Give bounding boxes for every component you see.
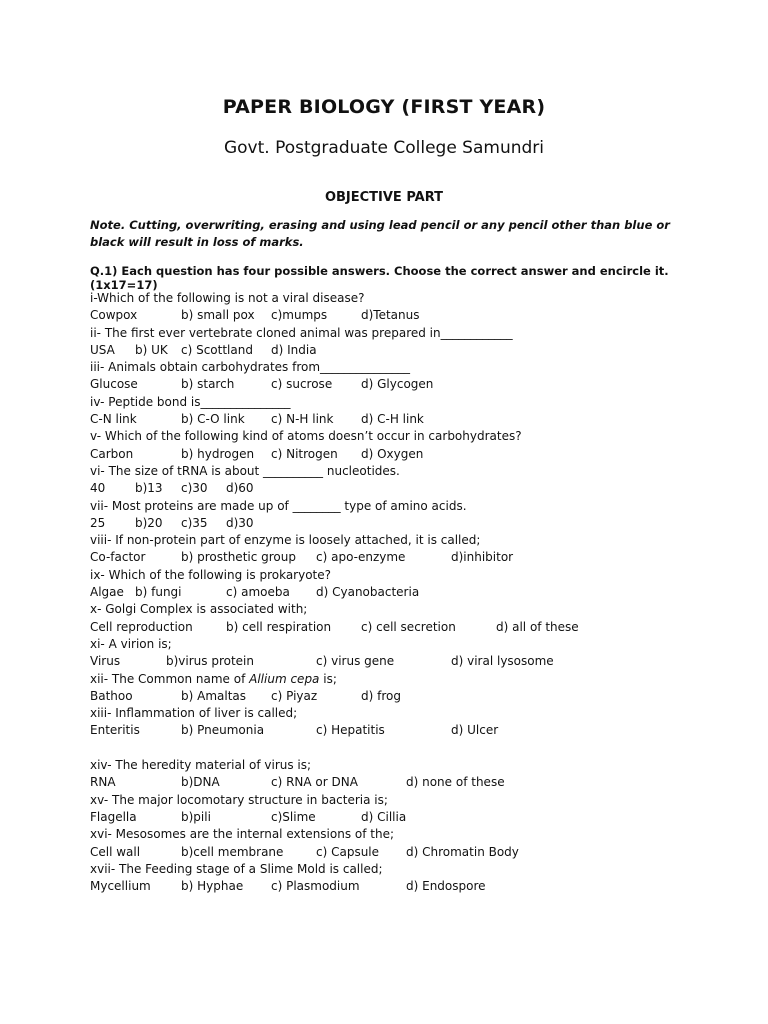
college-name: Govt. Postgraduate College Samundri [223, 138, 545, 158]
question-text: xi- A virion is; [90, 636, 172, 651]
question-list [90, 290, 710, 895]
options-row [90, 774, 710, 791]
option-d: d) Endospore [406, 879, 486, 894]
option-a: USA [90, 342, 115, 357]
option-b: b) small pox [181, 308, 255, 323]
question-instruction: Q.1) Each question has four possible answers. Choose the correct answer and encircle it. (1x17=17) [90, 264, 669, 292]
option-b: b) C-O link [181, 412, 245, 427]
option-c: c)30 [181, 481, 208, 496]
option-c: c)mumps [271, 308, 328, 323]
option-d: d) all of these [496, 619, 579, 634]
option-d: d) frog [361, 688, 401, 703]
option-a: Co-factor [90, 550, 146, 565]
option-d: d) Chromatin Body [406, 844, 519, 859]
option-b: b) hydrogen [181, 446, 255, 461]
option-b: b)20 [135, 515, 163, 530]
option-c: c) apo-enzyme [316, 550, 406, 565]
option-c: c)Slime [271, 809, 316, 824]
option-a: C-N link [90, 412, 137, 427]
option-d: d) viral lysosome [451, 654, 554, 669]
option-d: d)inhibitor [451, 550, 514, 565]
question-text-part: xii- The Common name of [90, 671, 250, 686]
option-c: c) Capsule [316, 844, 380, 859]
option-b: b) Amaltas [181, 688, 247, 703]
option-c: c) Piyaz [271, 688, 318, 703]
options-row [90, 480, 710, 497]
option-a: Glucose [90, 377, 138, 392]
option-c: c) amoeba [226, 585, 290, 600]
option-c: c) Nitrogen [271, 446, 338, 461]
option-c: c) Plasmodium [271, 879, 360, 894]
option-c: c) Hepatitis [316, 723, 385, 738]
option-b: b)DNA [181, 775, 220, 790]
option-c: c) Scottland [181, 342, 253, 357]
question-text: xvi- Mesosomes are the internal extensions of the; [90, 827, 395, 842]
options-row [90, 307, 710, 324]
option-d: d)Tetanus [361, 308, 420, 323]
option-c: c) cell secretion [361, 619, 456, 634]
paper-title: PAPER BIOLOGY (FIRST YEAR) [222, 96, 546, 118]
option-b: b) UK [135, 342, 168, 357]
question-text: xv- The major locomotary structure in bacteria is; [90, 792, 388, 807]
options-row [90, 584, 710, 601]
spacer [90, 740, 710, 757]
exam-note: Note. Cutting, overwriting, erasing and using lead pencil or any pencil other than blue or black will result in loss of marks. [90, 218, 670, 249]
options-row [90, 376, 710, 393]
option-a: Carbon [90, 446, 134, 461]
options-row [90, 619, 710, 636]
options-row [90, 688, 710, 705]
question-text: ii- The first ever vertebrate cloned animal was prepared in____________ [90, 325, 513, 340]
options-row [90, 342, 710, 359]
options-row [90, 515, 710, 532]
option-a: Cowpox [90, 308, 138, 323]
option-a: RNA [90, 775, 116, 790]
option-d: d) Oxygen [361, 446, 424, 461]
options-row [90, 878, 710, 895]
option-c: c) sucrose [271, 377, 333, 392]
options-row [90, 446, 710, 463]
question-text: iv- Peptide bond is_______________ [90, 394, 291, 409]
option-a: Flagella [90, 809, 137, 824]
option-d: d) Cyanobacteria [316, 585, 420, 600]
option-a: 25 [90, 515, 106, 530]
option-a: Enteritis [90, 723, 140, 738]
question-text: vi- The size of tRNA is about __________ nucleotides. [90, 463, 400, 478]
option-c: c) N-H link [271, 412, 334, 427]
option-a: Bathoo [90, 688, 133, 703]
option-c: c)35 [181, 515, 208, 530]
option-b: b)pili [181, 809, 211, 824]
option-b: b) cell respiration [226, 619, 332, 634]
option-d: d) C-H link [361, 412, 424, 427]
options-row [90, 844, 710, 861]
species-name: Allium cepa [249, 671, 320, 686]
options-row [90, 653, 710, 670]
question-text: iii- Animals obtain carbohydrates from_______________ [90, 360, 411, 375]
option-a: Mycellium [90, 879, 151, 894]
option-b: b) Hyphae [181, 879, 244, 894]
question-text: xvii- The Feeding stage of a Slime Mold is called; [90, 861, 383, 876]
question-text [90, 671, 710, 688]
question-text: ix- Which of the following is prokaryote? [90, 567, 332, 582]
option-c: c) virus gene [316, 654, 395, 669]
option-b: b) Pneumonia [181, 723, 265, 738]
option-c: c) RNA or DNA [271, 775, 358, 790]
option-a: Algae [90, 585, 124, 600]
option-d: d) Glycogen [361, 377, 434, 392]
question-text: v- Which of the following kind of atoms doesn’t occur in carbohydrates? [90, 429, 522, 444]
option-a: Virus [90, 654, 121, 669]
option-b: b) prosthetic group [181, 550, 296, 565]
question-text: x- Golgi Complex is associated with; [90, 602, 308, 617]
option-b: b)virus protein [166, 654, 254, 669]
option-a: 40 [90, 481, 106, 496]
option-a: Cell wall [90, 844, 141, 859]
question-text-part: is; [319, 671, 337, 686]
options-row [90, 809, 710, 826]
option-d: d) Ulcer [451, 723, 499, 738]
question-text: viii- If non-protein part of enzyme is loosely attached, it is called; [90, 533, 481, 548]
options-row [90, 722, 710, 739]
option-d: d)60 [226, 481, 254, 496]
option-d: d) Cillia [361, 809, 407, 824]
option-d: d) India [271, 342, 317, 357]
option-b: b)13 [135, 481, 163, 496]
option-b: b)cell membrane [181, 844, 284, 859]
option-b: b) fungi [135, 585, 182, 600]
section-heading: OBJECTIVE PART [324, 190, 444, 205]
question-text: vii- Most proteins are made up of ________ type of amino acids. [90, 498, 467, 513]
option-d: d) none of these [406, 775, 505, 790]
options-row [90, 411, 710, 428]
question-text: xiv- The heredity material of virus is; [90, 758, 312, 773]
question-text: xiii- Inflammation of liver is called; [90, 706, 298, 721]
option-d: d)30 [226, 515, 254, 530]
options-row [90, 549, 710, 566]
option-a: Cell reproduction [90, 619, 193, 634]
option-b: b) starch [181, 377, 235, 392]
question-text: i-Which of the following is not a viral disease? [90, 291, 365, 305]
